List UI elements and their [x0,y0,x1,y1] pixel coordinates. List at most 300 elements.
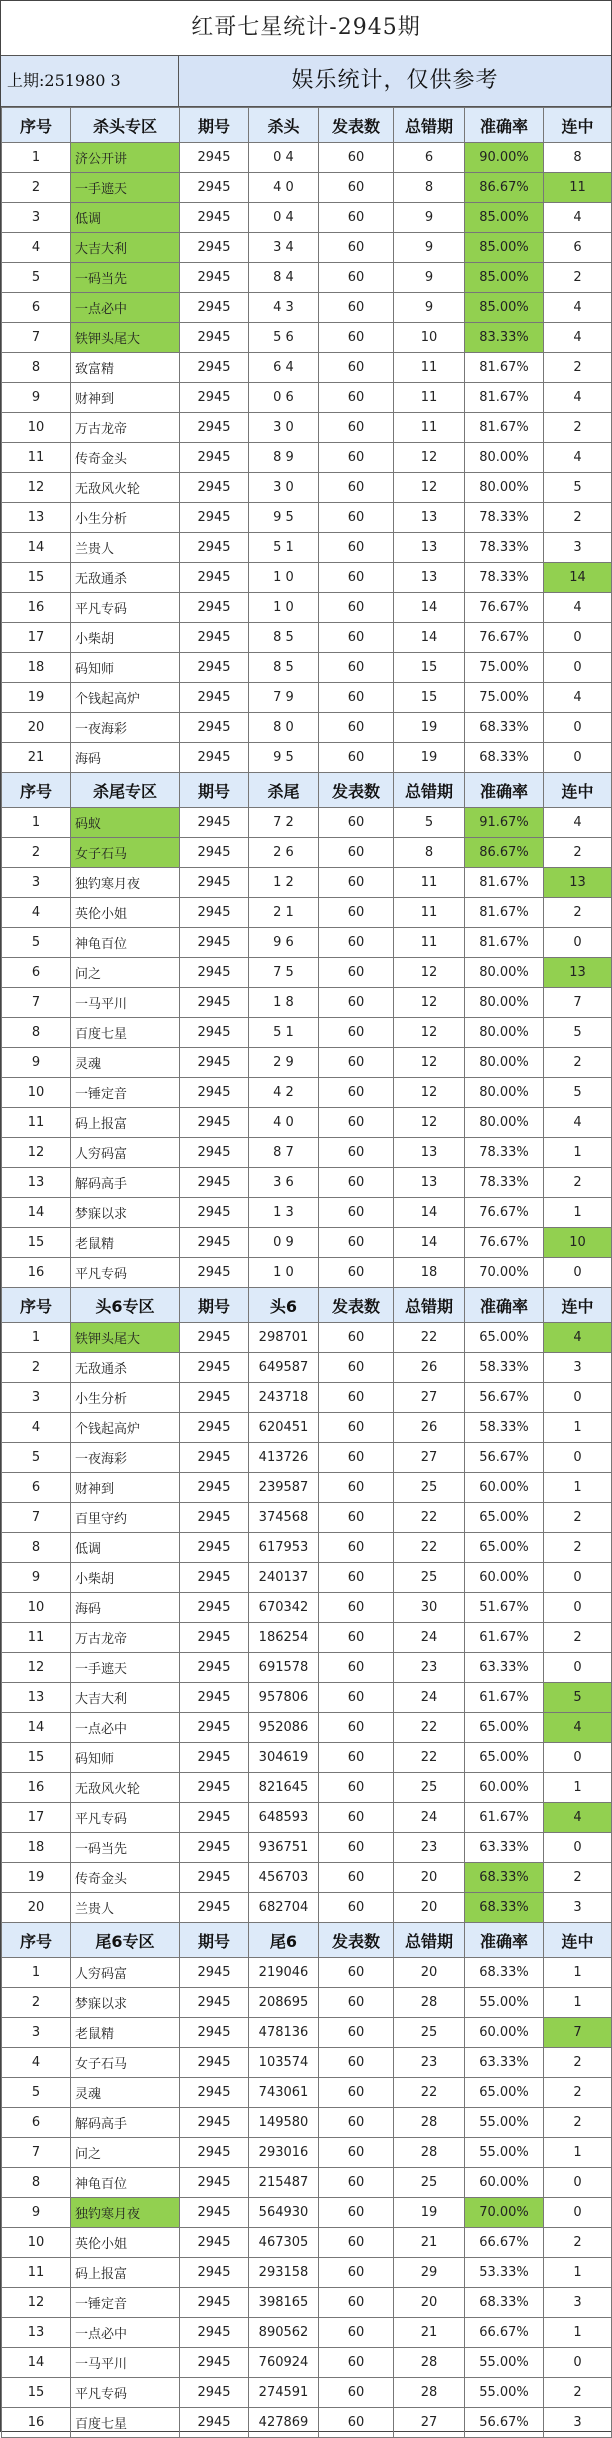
cell-pick: 564930 [249,2198,319,2228]
cell-wrong: 28 [394,2108,465,2138]
cell-name: 无敌风火轮 [71,473,180,503]
cell-index: 16 [2,1258,71,1288]
cell-streak: 7 [544,988,612,1018]
table-row [2,1413,612,1443]
cell-name: 财神到 [71,1473,180,1503]
column-header-name: 杀尾专区 [71,773,180,808]
table-row [2,2258,612,2288]
table-row [2,203,612,233]
cell-period: 2945 [180,143,249,173]
cell-pick: 293158 [249,2258,319,2288]
cell-index: 19 [2,1863,71,1893]
cell-wrong: 9 [394,203,465,233]
cell-pick: 8 0 [249,713,319,743]
cell-name: 平凡专码 [71,2378,180,2408]
cell-published: 60 [319,1833,394,1863]
cell-streak: 2 [544,1048,612,1078]
cell-name: 海码 [71,743,180,773]
cell-published: 60 [319,2378,394,2408]
column-header-published: 发表数 [319,1288,394,1323]
cell-streak: 13 [544,958,612,988]
cell-wrong: 20 [394,1893,465,1923]
cell-period: 2945 [180,1893,249,1923]
cell-wrong: 13 [394,563,465,593]
cell-name: 百度七星 [71,1018,180,1048]
cell-published: 60 [319,988,394,1018]
table-row [2,1503,612,1533]
cell-wrong: 28 [394,2138,465,2168]
cell-period: 2945 [180,203,249,233]
cell-published: 60 [319,1713,394,1743]
table-row [2,898,612,928]
section-header-row [2,108,612,143]
cell-period: 2945 [180,808,249,838]
cell-published: 60 [319,623,394,653]
cell-index: 18 [2,653,71,683]
cell-published: 60 [319,683,394,713]
cell-pick: 4 2 [249,1078,319,1108]
cell-streak: 4 [544,808,612,838]
cell-name: 码蚁 [71,808,180,838]
cell-published: 60 [319,1533,394,1563]
cell-published: 60 [319,1773,394,1803]
cell-rate: 80.00% [465,473,544,503]
table-row [2,233,612,263]
cell-wrong: 10 [394,323,465,353]
cell-rate: 80.00% [465,1108,544,1138]
cell-period: 2945 [180,988,249,1018]
table-row [2,1803,612,1833]
cell-name: 济公开讲 [71,143,180,173]
cell-index: 12 [2,2288,71,2318]
cell-published: 60 [319,1258,394,1288]
cell-name: 神龟百位 [71,2168,180,2198]
cell-published: 60 [319,563,394,593]
cell-streak: 0 [544,1383,612,1413]
cell-wrong: 9 [394,233,465,263]
cell-wrong: 5 [394,808,465,838]
cell-period: 2945 [180,413,249,443]
table-row [2,988,612,1018]
table-row [2,1533,612,1563]
cell-pick: 427869 [249,2408,319,2438]
cell-published: 60 [319,383,394,413]
cell-name: 老鼠精 [71,1228,180,1258]
cell-streak: 2 [544,1533,612,1563]
table-row [2,2168,612,2198]
cell-period: 2945 [180,593,249,623]
cell-wrong: 13 [394,1138,465,1168]
cell-wrong: 27 [394,2408,465,2438]
cell-published: 60 [319,1138,394,1168]
cell-streak: 2 [544,1623,612,1653]
cell-name: 小柴胡 [71,1563,180,1593]
cell-wrong: 25 [394,1473,465,1503]
cell-wrong: 12 [394,1048,465,1078]
cell-name: 铁钾头尾大 [71,1323,180,1353]
column-header-rate: 准确率 [465,1288,544,1323]
cell-streak: 5 [544,473,612,503]
cell-wrong: 25 [394,1563,465,1593]
cell-period: 2945 [180,2138,249,2168]
cell-streak: 3 [544,2408,612,2438]
cell-name: 一点必中 [71,293,180,323]
cell-wrong: 19 [394,713,465,743]
cell-index: 3 [2,2018,71,2048]
cell-published: 60 [319,593,394,623]
cell-pick: 374568 [249,1503,319,1533]
table-row [2,2018,612,2048]
cell-streak: 2 [544,2078,612,2108]
cell-wrong: 14 [394,1228,465,1258]
cell-index: 9 [2,2198,71,2228]
cell-wrong: 28 [394,2378,465,2408]
cell-period: 2945 [180,1228,249,1258]
cell-wrong: 25 [394,2018,465,2048]
cell-index: 5 [2,1443,71,1473]
table-row [2,353,612,383]
cell-streak: 0 [544,1833,612,1863]
cell-rate: 61.67% [465,1623,544,1653]
cell-rate: 76.67% [465,1228,544,1258]
cell-period: 2945 [180,1803,249,1833]
cell-published: 60 [319,173,394,203]
subheader-row [1,56,611,107]
cell-rate: 68.33% [465,1863,544,1893]
cell-streak: 2 [544,838,612,868]
table-row [2,2318,612,2348]
cell-published: 60 [319,1198,394,1228]
cell-rate: 55.00% [465,2348,544,2378]
cell-pick: 3 6 [249,1168,319,1198]
cell-period: 2945 [180,323,249,353]
cell-published: 60 [319,1683,394,1713]
table-row [2,2078,612,2108]
cell-period: 2945 [180,383,249,413]
cell-wrong: 12 [394,443,465,473]
cell-rate: 76.67% [465,623,544,653]
cell-index: 17 [2,1803,71,1833]
cell-published: 60 [319,2318,394,2348]
cell-period: 2945 [180,263,249,293]
cell-published: 60 [319,928,394,958]
cell-index: 3 [2,868,71,898]
column-header-index: 序号 [2,1923,71,1958]
cell-streak: 1 [544,1473,612,1503]
cell-name: 独钓寒月夜 [71,2198,180,2228]
cell-wrong: 9 [394,293,465,323]
cell-index: 4 [2,1413,71,1443]
cell-index: 5 [2,928,71,958]
cell-streak: 1 [544,1138,612,1168]
table-row [2,413,612,443]
cell-index: 1 [2,808,71,838]
cell-name: 铁钾头尾大 [71,323,180,353]
cell-name: 码知师 [71,653,180,683]
cell-index: 2 [2,1353,71,1383]
cell-streak: 2 [544,2108,612,2138]
cell-name: 无敌通杀 [71,563,180,593]
cell-published: 60 [319,1593,394,1623]
cell-name: 百度七星 [71,2408,180,2438]
cell-name: 女子石马 [71,2048,180,2078]
cell-rate: 68.33% [465,713,544,743]
cell-pick: 5 1 [249,533,319,563]
column-header-wrong: 总错期 [394,108,465,143]
cell-index: 9 [2,383,71,413]
cell-streak: 6 [544,233,612,263]
cell-streak: 1 [544,1988,612,2018]
cell-index: 15 [2,2378,71,2408]
cell-pick: 9 5 [249,743,319,773]
cell-rate: 68.33% [465,1893,544,1923]
cell-index: 10 [2,1593,71,1623]
cell-pick: 243718 [249,1383,319,1413]
cell-published: 60 [319,1893,394,1923]
cell-streak: 3 [544,1893,612,1923]
cell-period: 2945 [180,2018,249,2048]
cell-wrong: 12 [394,1078,465,1108]
cell-published: 60 [319,2408,394,2438]
table-row [2,293,612,323]
cell-published: 60 [319,868,394,898]
cell-index: 2 [2,1988,71,2018]
cell-published: 60 [319,1443,394,1473]
cell-pick: 3 0 [249,413,319,443]
cell-rate: 58.33% [465,1413,544,1443]
table-row [2,2348,612,2378]
cell-wrong: 13 [394,503,465,533]
cell-rate: 83.33% [465,323,544,353]
cell-pick: 8 5 [249,623,319,653]
column-header-wrong: 总错期 [394,1923,465,1958]
section-header-row [2,1923,612,1958]
cell-wrong: 15 [394,653,465,683]
cell-pick: 7 2 [249,808,319,838]
table-row [2,2288,612,2318]
stats-table [1,107,612,2438]
cell-published: 60 [319,958,394,988]
cell-pick: 149580 [249,2108,319,2138]
table-row [2,1743,612,1773]
cell-published: 60 [319,2258,394,2288]
cell-pick: 620451 [249,1413,319,1443]
table-row [2,2138,612,2168]
cell-wrong: 11 [394,413,465,443]
cell-period: 2945 [180,623,249,653]
table-row [2,2378,612,2408]
cell-period: 2945 [180,2198,249,2228]
cell-published: 60 [319,293,394,323]
cell-streak: 13 [544,868,612,898]
cell-pick: 0 6 [249,383,319,413]
table-row [2,868,612,898]
cell-pick: 467305 [249,2228,319,2258]
cell-pick: 1 0 [249,1258,319,1288]
cell-pick: 1 8 [249,988,319,1018]
cell-pick: 5 1 [249,1018,319,1048]
cell-wrong: 28 [394,1988,465,2018]
column-header-streak: 连中 [544,773,612,808]
cell-pick: 1 0 [249,593,319,623]
cell-pick: 670342 [249,1593,319,1623]
cell-rate: 65.00% [465,2078,544,2108]
cell-period: 2945 [180,233,249,263]
cell-wrong: 18 [394,1258,465,1288]
cell-period: 2945 [180,443,249,473]
column-header-name: 尾6专区 [71,1923,180,1958]
cell-streak: 5 [544,1078,612,1108]
cell-index: 20 [2,1893,71,1923]
cell-period: 2945 [180,293,249,323]
cell-name: 低调 [71,1533,180,1563]
cell-rate: 66.67% [465,2318,544,2348]
cell-published: 60 [319,2198,394,2228]
cell-period: 2945 [180,898,249,928]
cell-rate: 56.67% [465,2408,544,2438]
cell-rate: 85.00% [465,203,544,233]
cell-wrong: 9 [394,263,465,293]
cell-period: 2945 [180,1743,249,1773]
cell-period: 2945 [180,2348,249,2378]
cell-rate: 81.67% [465,928,544,958]
table-row [2,2408,612,2438]
table-row [2,623,612,653]
cell-index: 15 [2,563,71,593]
cell-streak: 5 [544,1683,612,1713]
cell-index: 6 [2,293,71,323]
cell-period: 2945 [180,2288,249,2318]
cell-wrong: 14 [394,1198,465,1228]
cell-published: 60 [319,143,394,173]
cell-streak: 4 [544,1713,612,1743]
cell-wrong: 25 [394,1773,465,1803]
cell-name: 梦寐以求 [71,1198,180,1228]
cell-index: 1 [2,143,71,173]
cell-rate: 55.00% [465,2378,544,2408]
cell-wrong: 27 [394,1383,465,1413]
cell-pick: 648593 [249,1803,319,1833]
table-row [2,263,612,293]
table-row [2,1893,612,1923]
cell-name: 大吉大利 [71,1683,180,1713]
cell-wrong: 11 [394,928,465,958]
cell-rate: 60.00% [465,2018,544,2048]
table-row [2,563,612,593]
cell-pick: 215487 [249,2168,319,2198]
cell-pick: 293016 [249,2138,319,2168]
cell-pick: 821645 [249,1773,319,1803]
cell-period: 2945 [180,1653,249,1683]
cell-streak: 4 [544,323,612,353]
cell-wrong: 8 [394,173,465,203]
cell-pick: 208695 [249,1988,319,2018]
cell-streak: 4 [544,1803,612,1833]
cell-index: 6 [2,2108,71,2138]
cell-name: 一码当先 [71,263,180,293]
cell-wrong: 12 [394,958,465,988]
cell-wrong: 12 [394,1018,465,1048]
cell-pick: 1 2 [249,868,319,898]
cell-name: 老鼠精 [71,2018,180,2048]
cell-published: 60 [319,1228,394,1258]
cell-rate: 61.67% [465,1683,544,1713]
cell-index: 11 [2,1108,71,1138]
cell-index: 10 [2,2228,71,2258]
cell-period: 2945 [180,2408,249,2438]
cell-index: 16 [2,1773,71,1803]
cell-published: 60 [319,653,394,683]
column-header-period: 期号 [180,1923,249,1958]
cell-name: 低调 [71,203,180,233]
cell-pick: 682704 [249,1893,319,1923]
cell-rate: 78.33% [465,1138,544,1168]
column-header-period: 期号 [180,773,249,808]
cell-published: 60 [319,323,394,353]
cell-name: 小生分析 [71,1383,180,1413]
cell-period: 2945 [180,2078,249,2108]
cell-rate: 86.67% [465,838,544,868]
cell-wrong: 15 [394,683,465,713]
cell-rate: 65.00% [465,1533,544,1563]
cell-pick: 413726 [249,1443,319,1473]
cell-wrong: 23 [394,1833,465,1863]
cell-name: 平凡专码 [71,1803,180,1833]
column-header-name: 头6专区 [71,1288,180,1323]
cell-period: 2945 [180,353,249,383]
column-header-rate: 准确率 [465,1923,544,1958]
page-title: 红哥七星统计-2945期 [1,1,611,56]
cell-name: 神龟百位 [71,928,180,958]
table-row [2,1653,612,1683]
cell-pick: 8 5 [249,653,319,683]
cell-streak: 0 [544,1593,612,1623]
table-row [2,503,612,533]
cell-streak: 4 [544,443,612,473]
cell-published: 60 [319,2348,394,2378]
cell-published: 60 [319,2108,394,2138]
cell-pick: 0 9 [249,1228,319,1258]
cell-period: 2945 [180,2168,249,2198]
cell-published: 60 [319,1168,394,1198]
cell-pick: 4 0 [249,1108,319,1138]
cell-published: 60 [319,1383,394,1413]
cell-wrong: 8 [394,838,465,868]
column-header-streak: 连中 [544,1923,612,1958]
cell-rate: 60.00% [465,2168,544,2198]
cell-name: 码知师 [71,1743,180,1773]
cell-pick: 103574 [249,2048,319,2078]
cell-name: 一夜海彩 [71,713,180,743]
cell-rate: 68.33% [465,743,544,773]
cell-name: 百里守约 [71,1503,180,1533]
cell-published: 60 [319,2048,394,2078]
cell-period: 2945 [180,1108,249,1138]
cell-name: 英伦小姐 [71,898,180,928]
table-row [2,143,612,173]
table-row [2,2228,612,2258]
table-row [2,1958,612,1988]
cell-wrong: 12 [394,473,465,503]
cell-wrong: 6 [394,143,465,173]
cell-index: 13 [2,1683,71,1713]
cell-pick: 298701 [249,1323,319,1353]
cell-published: 60 [319,2168,394,2198]
column-header-rate: 准确率 [465,108,544,143]
cell-wrong: 26 [394,1413,465,1443]
cell-index: 10 [2,413,71,443]
cell-published: 60 [319,203,394,233]
